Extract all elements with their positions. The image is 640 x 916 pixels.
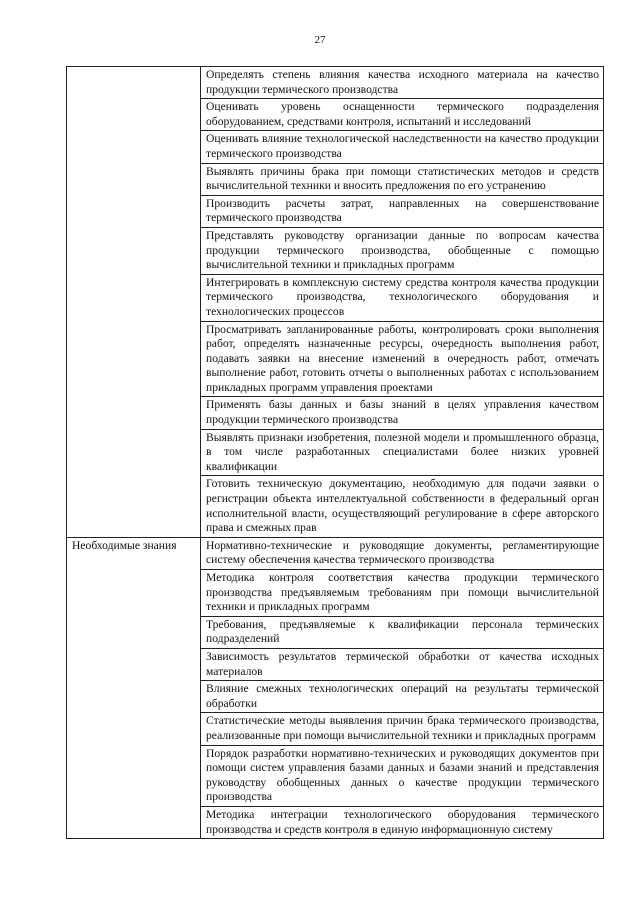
requirement-item: Методика интеграции технологического оборудования термического производства и средств контроля в единую информационную систему [201,806,604,838]
table-row [67,67,604,99]
requirement-item: Методика контроля соответствия качества продукции термического производства предъявляемым требованиям при помощи вычислительной техники и прикладных программ [201,570,604,617]
requirement-item: Оценивать влияние технологической наследственности на качество продукции термического производства [201,131,604,163]
requirement-item: Выявлять признаки изобретения, полезной модели и промышленного образца, в том числе разработанных специалистами более низких уровней квалификации [201,429,604,476]
requirement-item: Зависимость результатов термической обработки от качества исходных материалов [201,648,604,680]
section-label: Необходимые знания [67,537,201,838]
requirement-item: Статистические методы выявления причин брака термического производства, реализованные при помощи вычислительной техники и прикладных программ [201,713,604,745]
requirement-item: Представлять руководству организации данные по вопросам качества продукции термического производства, обобщенные с помощью вычислительной техники и прикладных программ [201,227,604,274]
requirement-item: Нормативно-технические и руководящие документы, регламентирующие систему обеспечения качества термического производства [201,537,604,569]
table-row [67,537,604,569]
requirement-item: Порядок разработки нормативно-технических и руководящих документов при помощи систем управления базами данных и базами знаний и представления руководству обобщенных данных о качестве продукции термического производства [201,745,604,806]
page-number: 27 [314,34,326,46]
requirement-item: Просматривать запланированные работы, контролировать сроки выполнения работ, определять назначенные ресурсы, очередность выполнения работ, подавать заявки на внесение изменений в очередность работ, отмечать выполнение работ, готовить отчеты о выполненных работах с использованием прикладных программ управления проектами [201,321,604,397]
requirement-item: Выявлять причины брака при помощи статистических методов и средств вычислительной техники и вносить предложения по его устранению [201,163,604,195]
competency-table [66,66,604,839]
competency-table-body [67,67,604,839]
requirement-item: Влияние смежных технологических операций на результаты термической обработки [201,681,604,713]
requirement-item: Требования, предъявляемые к квалификации персонала термических подразделений [201,616,604,648]
requirement-item: Оценивать уровень оснащенности термического подразделения оборудованием, средствами контроля, испытаний и исследований [201,99,604,131]
requirement-item: Производить расчеты затрат, направленных на совершенствование термического производства [201,195,604,227]
requirement-item: Интегрировать в комплексную систему средства контроля качества продукции термического производства, технологического оборудования и технологических процессов [201,274,604,321]
requirement-item: Применять базы данных и базы знаний в целях управления качеством продукции термического производства [201,397,604,429]
requirement-item: Определять степень влияния качества исходного материала на качество продукции термического производства [201,67,604,99]
requirement-item: Готовить техническую документацию, необходимую для подачи заявки о регистрации объекта интеллектуальной собственности в федеральный орган исполнительной власти, осуществляющий регулирование в сфере авторского права и смежных прав [201,476,604,537]
section-label [67,67,201,538]
